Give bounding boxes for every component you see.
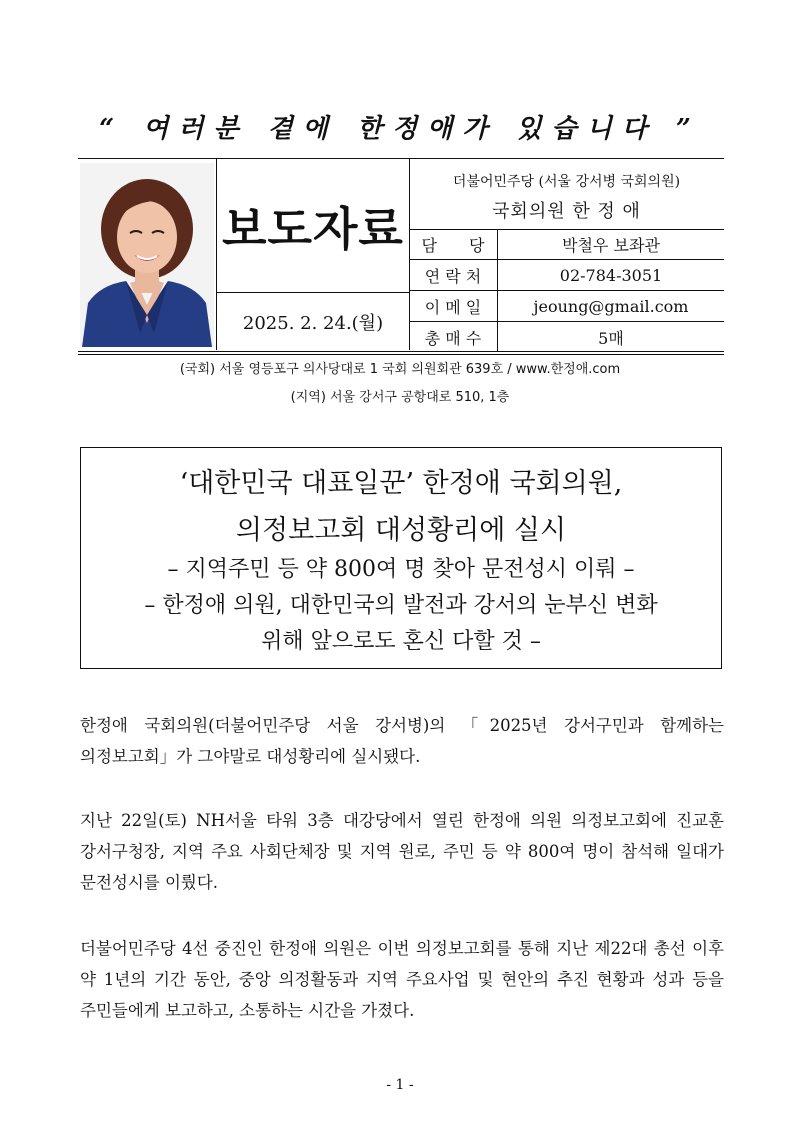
press-release-title: 보도자료 bbox=[222, 201, 404, 256]
info-label: 연 락 처 bbox=[409, 260, 498, 290]
address-district: (지역) 서울 강서구 공항대로 510, 1층 bbox=[290, 390, 510, 405]
info-row-contact-person bbox=[409, 229, 724, 260]
info-value: 박철우 보좌관 bbox=[562, 235, 660, 255]
subheadline-2: – 한정애 의원, 대한민국의 발전과 강서의 눈부신 변화 bbox=[144, 593, 658, 618]
body-paragraph-1: 한정애 국회의원(더불어민주당 서울 강서병)의 「2025년 강서구민과 함께하는 의정보고회」가 그야말로 대성황리에 실시됐다. bbox=[80, 716, 724, 766]
info-value[interactable]: jeoung@gmail.com bbox=[533, 296, 689, 316]
headline-line-2: 의정보고회 대성황리에 실시 bbox=[235, 515, 567, 546]
body-paragraph-2: 지난 22일(토) NH서울 타워 3층 대강당에서 열린 한정애 의원 의정보고회에 진교훈 강서구청장, 지역 주요 사회단체장 및 지역 원로, 주민 등 약 800여 명이 참석해 일대가 문전성시를 이뤘다. bbox=[80, 811, 724, 892]
portrait-image bbox=[80, 163, 214, 347]
org-party: 더불어민주당 (서울 강서병 국회의원) bbox=[452, 174, 681, 190]
info-value: 5매 bbox=[598, 328, 624, 348]
info-label: 이 메 일 bbox=[409, 291, 498, 321]
info-label: 총 매 수 bbox=[409, 322, 498, 352]
subheadline-1: – 지역주민 등 약 800여 명 찾아 문전성시 이뤄 – bbox=[167, 557, 635, 582]
press-header bbox=[78, 158, 724, 355]
info-row-email bbox=[409, 291, 724, 322]
org-block bbox=[409, 159, 724, 230]
subheadline-3: 위해 앞으로도 혼신 다할 것 – bbox=[261, 629, 541, 654]
portrait-photo bbox=[80, 163, 214, 347]
headline-line-1: ‘대한민국 대표일꾼’ 한정애 국회의원, bbox=[179, 468, 623, 499]
info-label: 담 당 bbox=[409, 229, 498, 259]
page-number: - 1 - bbox=[386, 1077, 414, 1093]
headline-box bbox=[80, 447, 722, 669]
info-value: 02-784-3051 bbox=[559, 265, 663, 285]
org-member: 국회의원 한 정 애 bbox=[492, 201, 641, 222]
press-release-title-cell bbox=[216, 159, 410, 292]
address-national-assembly: (국회) 서울 영등포구 의사당대로 1 국회 의원회관 639호 / www.한정애.com bbox=[179, 362, 621, 377]
info-row-phone bbox=[409, 260, 724, 291]
info-row-page-count bbox=[409, 322, 724, 352]
body-paragraph-3: 더불어민주당 4선 중진인 한정애 의원은 이번 의정보고회를 통해 지난 제22대 총선 이후 약 1년의 기간 동안, 중앙 의정활동과 지역 주요사업 및 현안의 추진 현황과 성과 등을 주민들에게 보고하고, 소통하는 시간을 가졌다. bbox=[80, 939, 724, 1020]
release-date: 2025. 2. 24.(월) bbox=[216, 292, 410, 350]
slogan: “ 여러분 곁에 한정애가 있습니다 ” bbox=[99, 114, 701, 144]
